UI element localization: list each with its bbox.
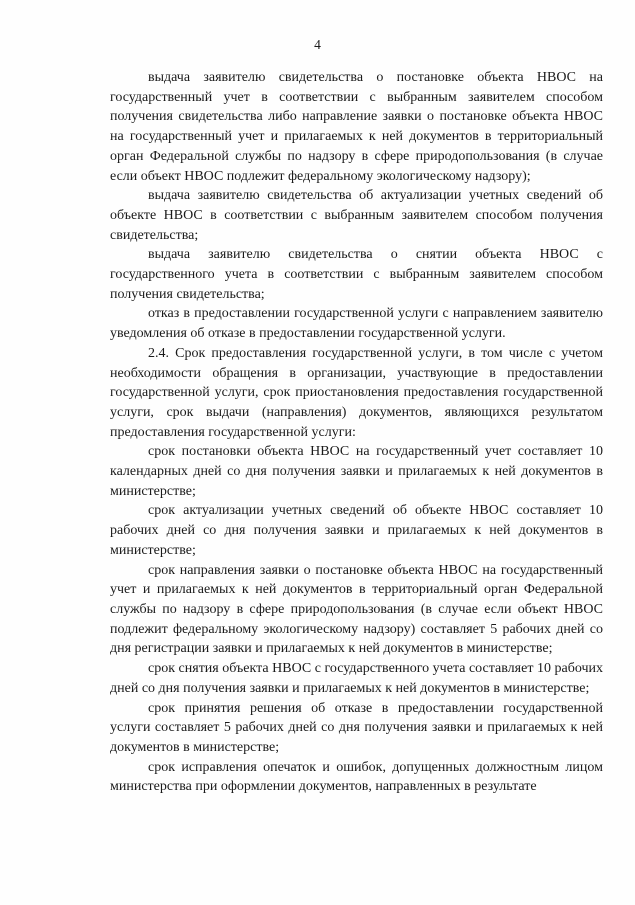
paragraph-term-refusal-decision: срок принятия решения об отказе в предоставлении государственной услуги составляет 5 рабочих дней со дня получения заявки и прилагаемых к ней документов в министерстве; — [110, 700, 603, 755]
paragraph-issue-update-certificate: выдача заявителю свидетельства об актуализации учетных сведений об объекте НВОС в соответствии с выбранным заявителем способом получения свидетельства; — [110, 188, 603, 243]
page-number: 4 — [314, 37, 321, 52]
paragraph-term-registration: срок постановки объекта НВОС на государственный учет составляет 10 календарных дней со дня получения заявки и прилагаемых к ней документов в министерстве; — [110, 444, 603, 499]
paragraph-issue-deregistration-certificate: выдача заявителю свидетельства о снятии объекта НВОС с государственного учета в соответствии с выбранным заявителем способом получения свидетельства; — [110, 247, 603, 302]
document-body — [110, 68, 603, 797]
paragraph-term-update: срок актуализации учетных сведений об объекте НВОС составляет 10 рабочих дней со дня получения заявки и прилагаемых к ней документов в министерстве; — [110, 503, 603, 558]
paragraph-term-forwarding: срок направления заявки о постановке объекта НВОС на государственный учет и прилагаемых к ней документов в территориальный орган Федеральной службы по надзору в сфере природопользования (в случае если объект НВОС подлежит федеральному экологическому надзору) составляет 5 рабочих дней со дня регистрации заявки и прилагаемых к ней документов в министерстве; — [110, 562, 603, 657]
paragraph-term-corrections: срок исправления опечаток и ошибок, допущенных должностным лицом министерства при оформлении документов, направленных в результате — [110, 759, 603, 795]
paragraph-term-deregistration: срок снятия объекта НВОС с государственного учета составляет 10 рабочих дней со дня получения заявки и прилагаемых к ней документов в министерстве; — [110, 661, 603, 696]
paragraph-issue-registration-certificate: выдача заявителю свидетельства о постановке объекта НВОС на государственный учет в соответствии с выбранным заявителем способом получения свидетельства либо направление заявки о постановке объекта НВОС на государственный учет и прилагаемых к ней документов в территориальный орган Федеральной службы по надзору в сфере природопользования (в случае если объект НВОС подлежит федеральному экологическому надзору); — [110, 70, 603, 184]
paragraph-section-2-4: 2.4. Срок предоставления государственной услуги, в том числе с учетом необходимости обращения в организации, участвующие в предоставлении государственной услуги, срок приостановления предоставления государственной услуги, срок выдачи (направления) документов, являющихся результатом предоставления государственной услуги: — [110, 345, 603, 440]
paragraph-refusal: отказ в предоставлении государственной услуги с направлением заявителю уведомления об отказе в предоставлении государственной услуги. — [110, 306, 603, 342]
